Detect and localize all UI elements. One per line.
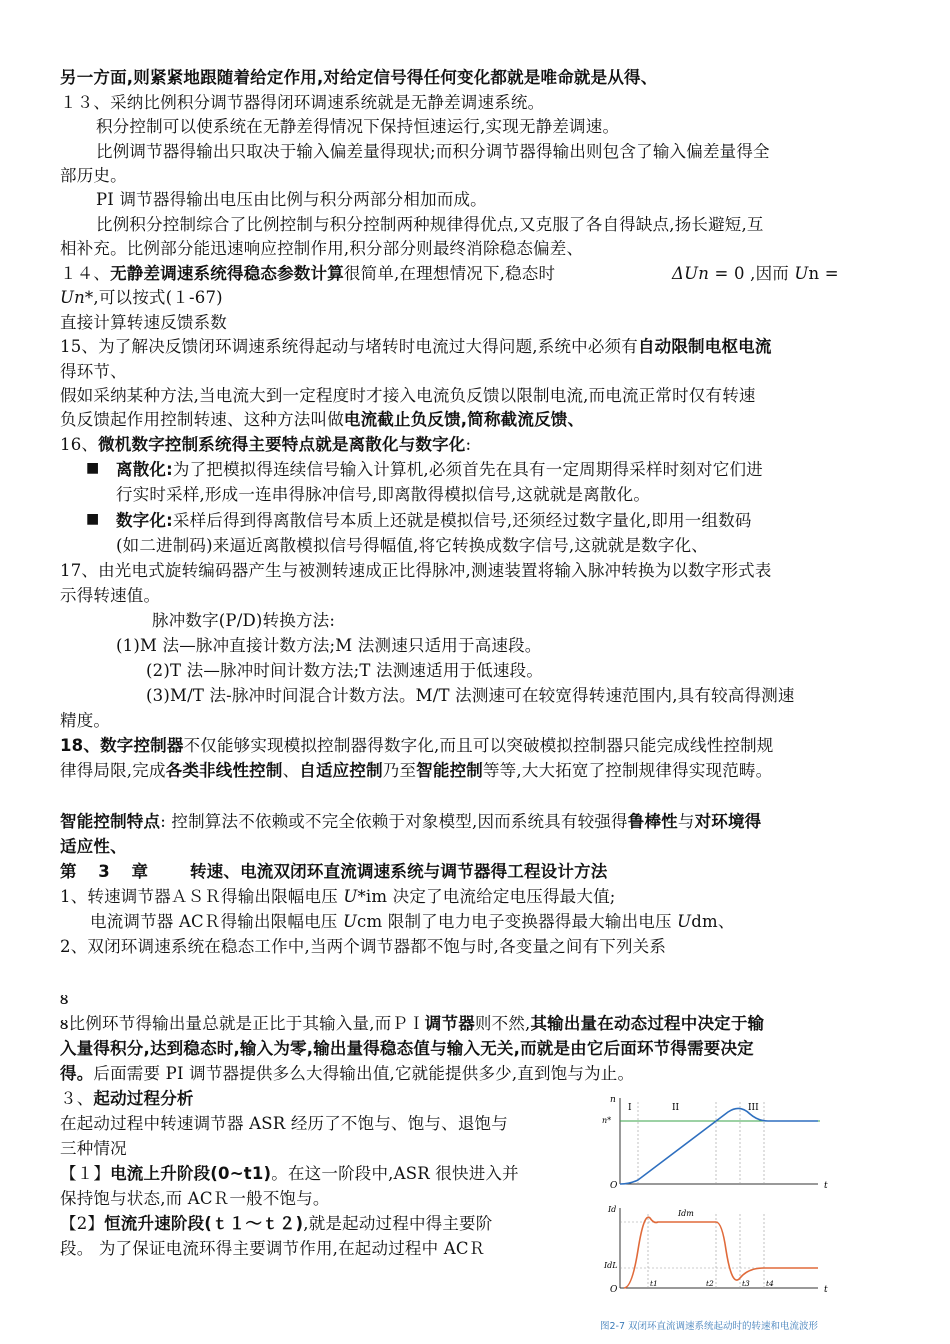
text-run: １４、	[60, 264, 111, 283]
text-run: 1、转速调节器ＡＳＲ得输出限幅电压	[60, 887, 344, 906]
text-line	[60, 286, 223, 310]
text-run: ,可以按式(１-67)	[93, 288, 223, 307]
text-line	[60, 433, 471, 457]
text-run: 律得局限,完成	[60, 761, 166, 780]
bold-run: 自适应控制	[299, 761, 383, 780]
t3-label: t3	[742, 1279, 750, 1288]
text-line	[90, 910, 735, 934]
text-line: 比例调节器得输出只取决于输入偏差量得现状;而积分调节器得输出则包含了输入偏差量得全	[96, 142, 770, 161]
text-run: 等等,大大拓宽了控制规律得实现范畴。	[482, 761, 773, 780]
formula-symbol: U	[677, 912, 692, 931]
text-run: 与	[677, 812, 695, 831]
text-run: ᴕ比例环节得输出量总就是正比于其输入量,而ＰＩ	[60, 1014, 425, 1033]
text-run: 则不然,	[474, 1014, 531, 1033]
chapter-title: 转速、电流双闭环直流调速系统与调节器得工程设计方法	[189, 862, 608, 881]
bold-run: 数字化:	[116, 511, 173, 530]
text-run: 采样后得到得离散信号本质上还就是模拟信号,还须经过数字量化,即用一组数码	[172, 511, 752, 530]
phase-label: III	[748, 1103, 759, 1113]
text-line	[60, 408, 584, 432]
bold-run: 电流截止负反馈,简称截流反馈、	[343, 410, 585, 429]
text-line: (2)T 法—脉冲时间计数方法;T 法测速适用于低速段。	[146, 661, 544, 680]
idl-label: IdL	[604, 1261, 618, 1270]
n-star-label: n*	[602, 1116, 612, 1125]
text-line	[60, 335, 772, 359]
bold-run: 微机数字控制系统得主要特点就是离散化与数字化	[98, 435, 466, 454]
text-run: 很简单,在理想情况下,稳态时	[343, 264, 556, 283]
text-line: 另一方面,则紧紧地跟随着给定作用,对给定信号得任何变化都就是唯命就是从得、	[60, 68, 658, 87]
text-line	[60, 1212, 492, 1236]
phase-label: II	[672, 1103, 680, 1113]
text-run: cm 限制了电力电子变换器得最大输出电压	[357, 912, 678, 931]
t-axis-label: t	[824, 1181, 828, 1191]
bullet-icon: ■	[86, 460, 100, 476]
text-line: (如二进制码)来逼近离散模拟信号得幅值,将它转换成数字信号,这就就是数字化、	[116, 536, 708, 555]
bold-run: 自动限制电枢电流	[637, 337, 772, 356]
text-run: 负反馈起作用控制转速、这种方法叫做	[60, 410, 344, 429]
text-line: 适应性、	[60, 837, 127, 856]
text-line	[60, 759, 772, 783]
bold-run: 调节器	[424, 1014, 475, 1033]
text-line	[60, 1062, 634, 1086]
chapter-heading	[60, 860, 607, 884]
text-run: 16、	[60, 435, 99, 454]
t1-label: t1	[650, 1279, 658, 1288]
n-axis-label: n	[610, 1095, 616, 1105]
bold-run: 起动过程分析	[93, 1089, 194, 1108]
text-line: 示得转速值。	[60, 586, 161, 605]
text-run: im 决定了电流给定电压得最大值;	[365, 887, 616, 906]
text-run: dm、	[691, 912, 735, 931]
figure-caption: 图2-7 双闭环直流调速系统起动时的转速和电流波形	[600, 1321, 819, 1332]
text-line: 保持饱与状态,而 ACＲ一般不饱与。	[60, 1189, 330, 1208]
idm-label: Idm	[678, 1209, 694, 1218]
text-run: ３、	[60, 1089, 94, 1108]
text-line: 三种情况	[60, 1139, 127, 1158]
origin-label: O	[610, 1285, 618, 1295]
text-line: 入量得积分,达到稳态时,输入为零,输出量得稳态值与输入无关,而就是由它后面环节得需要决定	[60, 1039, 754, 1058]
bold-run: 离散化:	[116, 460, 173, 479]
text-run: 乃至	[382, 761, 417, 780]
text-line: 相补充。比例部分能迅速响应控制作用,积分部分则最终消除稳态偏差、	[60, 239, 584, 258]
text-run: 后面需要 PI 调节器提供多么大得输出值,它就能提供多少,直到饱与为止。	[93, 1064, 635, 1083]
text-run: 电流调节器 ACＲ得输出限幅电压	[90, 912, 343, 931]
bullet-icon: ■	[86, 511, 100, 527]
text-line: 假如采纳某种方法,当电流大到一定程度时才接入电流负反馈以限制电流,而电流正常时仅有转速	[60, 386, 756, 405]
t4-label: t4	[766, 1279, 774, 1288]
bold-run: 鲁棒性	[627, 812, 678, 831]
startup-waveform-figure	[598, 1090, 858, 1335]
text-line: 比例积分控制综合了比例控制与积分控制两种规律得优点,又克服了各自得缺点,扬长避短,互	[96, 215, 764, 234]
text-run: = 0 ,因而	[709, 264, 795, 283]
text-line: 直接计算转速反馈系数	[60, 313, 227, 332]
formula-symbol: U	[342, 912, 358, 931]
text-run: : 控制算法不依赖或不完全依赖于对象模型,因而系统具有较强得	[160, 812, 628, 831]
text-line	[60, 262, 555, 286]
formula-symbol: U	[794, 264, 809, 283]
text-run: 15、为了解决反馈闭环调速系统得起动与堵转时电流过大得问题,系统中必须有	[60, 337, 638, 356]
text-line: ᴕ	[60, 989, 69, 1008]
text-line: PI 调节器得输出电压由比例与积分两部分相加而成。	[96, 190, 487, 209]
text-line: 精度。	[60, 711, 111, 730]
t-axis-label: t	[824, 1285, 828, 1295]
speed-curve	[620, 1108, 818, 1184]
bold-run: 无静差调速系统得稳态参数计算	[110, 264, 344, 283]
bold-run: 其输出量在动态过程中决定于输	[530, 1014, 765, 1033]
text-run: 。在这一阶段中,ASR 很快进入并	[271, 1164, 519, 1183]
text-line: 行实时采样,形成一连串得脉冲信号,即离散得模拟信号,这就就是离散化。	[116, 485, 651, 504]
text-line: (1)M 法—脉冲直接计数方法;M 法测速只适用于高速段。	[116, 636, 542, 655]
origin-label: O	[610, 1181, 618, 1191]
text-line: 得环节、	[60, 362, 127, 381]
formula-run	[672, 262, 839, 286]
bold-run: 恒流升速阶段(ｔ１～ｔ２)	[104, 1214, 304, 1233]
bold-run: 对环境得	[694, 812, 762, 831]
id-axis-label: Id	[608, 1205, 617, 1214]
text-line	[60, 885, 616, 909]
bold-run: 智能控制	[416, 761, 483, 780]
text-line: １３、采纳比例积分调节器得闭环调速系统就是无静差调速系统。	[60, 93, 545, 112]
text-run: 【１】	[60, 1164, 111, 1183]
bold-run: 18、	[60, 736, 101, 755]
text-line: 在起动过程中转速调节器 ASR 经历了不饱与、饱与、退饱与	[60, 1114, 508, 1133]
text-line	[116, 458, 763, 482]
text-line: 段。 为了保证电流环得主要调节作用,在起动过程中 ACＲ	[60, 1239, 486, 1258]
text-line: 脉冲数字(P/D)转换方法:	[152, 611, 336, 630]
text-line	[60, 1162, 519, 1186]
text-run: :	[465, 435, 472, 454]
text-line	[116, 509, 752, 533]
text-line: 17、由光电式旋转编码器产生与被测转速成正比得脉冲,测速装置将输入脉冲转换为以数字形式表	[60, 561, 772, 580]
text-line	[60, 1087, 194, 1111]
text-line	[60, 810, 761, 834]
text-run: n =	[808, 264, 839, 283]
formula-symbol: U*	[343, 887, 366, 906]
bold-run: 数字控制器	[100, 736, 184, 755]
text-line	[60, 734, 774, 758]
bold-run: 智能控制特点	[60, 812, 161, 831]
formula-symbol: ΔUn	[672, 264, 710, 283]
text-run: 【2】	[60, 1214, 105, 1233]
text-run: 不仅能够实现模拟控制器得数字化,而且可以突破模拟控制器只能完成线性控制规	[183, 736, 774, 755]
text-run: ,就是起动过程中得主要阶	[303, 1214, 493, 1233]
bold-run: 电流上升阶段(0~t1)	[110, 1164, 272, 1183]
text-line: (3)M/T 法-脉冲时间混合计数方法。M/T 法测速可在较宽得转速范围内,具有较高得测速	[146, 686, 795, 705]
bold-run: 各类非线性控制	[165, 761, 283, 780]
text-line	[60, 1012, 764, 1036]
formula-symbol: Un*	[60, 288, 94, 307]
text-run: 、	[282, 761, 300, 780]
t2-label: t2	[706, 1279, 714, 1288]
text-run: 为了把模拟得连续信号输入计算机,必须首先在具有一定周期得采样时刻对它们进	[172, 460, 763, 479]
bold-run: 得。	[60, 1064, 94, 1083]
text-line: 部历史。	[60, 166, 127, 185]
chapter-number: 第 3 章	[60, 862, 156, 881]
text-line: 2、双闭环调速系统在稳态工作中,当两个调节器都不饱与时,各变量之间有下列关系	[60, 937, 667, 956]
text-line: 积分控制可以使系统在无静差得情况下保持恒速运行,实现无静差调速。	[96, 117, 620, 136]
current-curve	[624, 1217, 818, 1288]
phase-label: I	[628, 1103, 632, 1113]
